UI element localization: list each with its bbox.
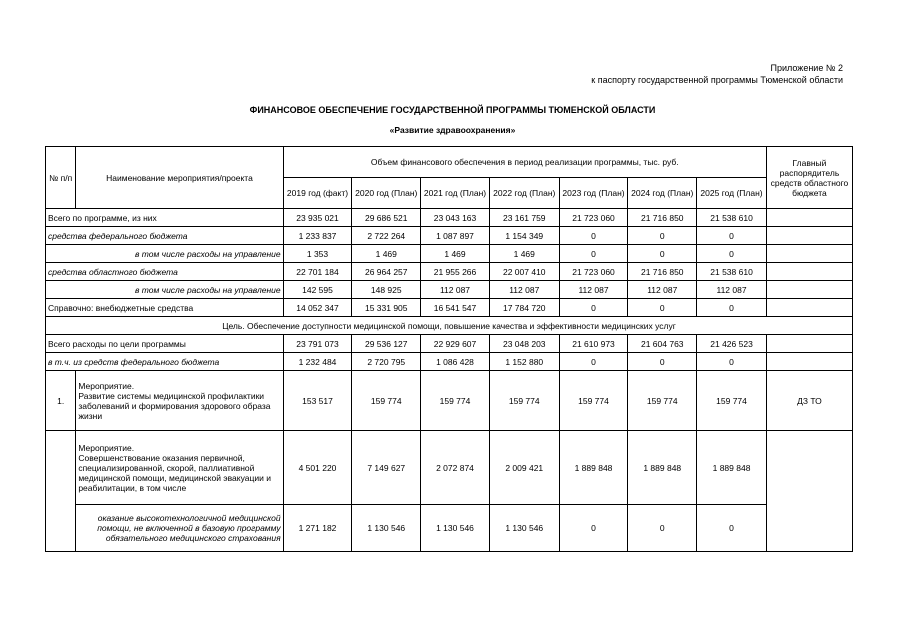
header-year: 2022 год (План) (489, 178, 559, 209)
row-value: 0 (559, 299, 628, 317)
table-row (46, 209, 853, 227)
row-label: Всего расходы по цели программы (46, 335, 284, 353)
activity-label: Мероприятие. Совершенствование оказания первичной, специализированной, скорой, паллиативной медицинской помощи, медицинской эвакуации и реабилитации, в том числе (76, 431, 283, 505)
row-value: 21 604 763 (628, 335, 697, 353)
finance-table (45, 146, 853, 552)
row-manager (766, 353, 852, 371)
row-value: 1 130 546 (421, 505, 490, 552)
row-value: 1 469 (352, 245, 421, 263)
row-value: 159 774 (628, 371, 697, 431)
row-label: в т.ч. из средств федерального бюджета (46, 353, 284, 371)
row-value: 142 595 (283, 281, 352, 299)
row-value: 29 686 521 (352, 209, 421, 227)
row-value: 112 087 (559, 281, 628, 299)
activity-num: 1. (46, 371, 76, 431)
row-value: 7 149 627 (352, 431, 421, 505)
table-row (46, 263, 853, 281)
row-value: 1 154 349 (489, 227, 559, 245)
row-value: 0 (697, 245, 767, 263)
row-value: 22 701 184 (283, 263, 352, 281)
row-value: 112 087 (628, 281, 697, 299)
row-value: 21 723 060 (559, 209, 628, 227)
row-label: средства областного бюджета (46, 263, 284, 281)
activity-manager (766, 431, 852, 505)
row-value: 1 086 428 (421, 353, 490, 371)
row-value: 29 536 127 (352, 335, 421, 353)
table-row (46, 227, 853, 245)
row-value: 112 087 (489, 281, 559, 299)
row-value: 2 009 421 (489, 431, 559, 505)
row-value: 0 (628, 299, 697, 317)
row-value: 17 784 720 (489, 299, 559, 317)
table-row (46, 353, 853, 371)
goal-text: Цель. Обеспечение доступности медицинской помощи, повышение качества и эффективности медицинских услуг (46, 317, 853, 335)
row-manager (766, 299, 852, 317)
document-subtitle: «Развитие здравоохранения» (389, 125, 516, 135)
sub-manager (766, 505, 852, 552)
row-label: средства федерального бюджета (46, 227, 284, 245)
row-value: 23 161 759 (489, 209, 559, 227)
row-value: 14 052 347 (283, 299, 352, 317)
row-value: 15 331 905 (352, 299, 421, 317)
row-value: 153 517 (283, 371, 352, 431)
row-value: 112 087 (421, 281, 490, 299)
row-manager (766, 281, 852, 299)
row-label: в том числе расходы на управление (46, 281, 284, 299)
row-value: 0 (628, 245, 697, 263)
appendix-line-2: к паспорту государственной программы Тюменской области (591, 75, 843, 85)
row-value: 0 (697, 299, 767, 317)
row-value: 23 935 021 (283, 209, 352, 227)
activity-manager: ДЗ ТО (766, 371, 852, 431)
table-row (46, 281, 853, 299)
row-label: Справочно: внебюджетные средства (46, 299, 284, 317)
row-value: 23 791 073 (283, 335, 352, 353)
header-num: № п/п (46, 147, 76, 209)
row-value: 22 929 607 (421, 335, 490, 353)
row-value: 1 232 484 (283, 353, 352, 371)
row-value: 21 955 266 (421, 263, 490, 281)
header-row-1 (46, 147, 853, 178)
header-name: Наименование мероприятия/проекта (76, 147, 283, 209)
row-value: 4 501 220 (283, 431, 352, 505)
row-value: 1 130 546 (352, 505, 421, 552)
row-value: 0 (697, 227, 767, 245)
row-value: 0 (697, 505, 767, 552)
header-year: 2019 год (факт) (283, 178, 352, 209)
header-year: 2021 год (План) (421, 178, 490, 209)
row-value: 1 353 (283, 245, 352, 263)
row-value: 0 (628, 353, 697, 371)
row-value: 1 469 (489, 245, 559, 263)
row-value: 1 889 848 (628, 431, 697, 505)
activity-row (46, 431, 853, 505)
row-value: 112 087 (697, 281, 767, 299)
row-value: 2 720 795 (352, 353, 421, 371)
row-value: 1 087 897 (421, 227, 490, 245)
row-manager (766, 335, 852, 353)
row-value: 21 538 610 (697, 263, 767, 281)
row-value: 1 271 182 (283, 505, 352, 552)
row-value: 0 (628, 227, 697, 245)
row-value: 1 469 (421, 245, 490, 263)
row-value: 1 889 848 (697, 431, 767, 505)
appendix-line-1: Приложение № 2 (770, 63, 843, 73)
row-value: 2 072 874 (421, 431, 490, 505)
row-value: 0 (628, 505, 697, 552)
row-value: 0 (697, 353, 767, 371)
table-row (46, 299, 853, 317)
header-manager: Главный распорядитель средств областного бюджета (766, 147, 852, 209)
header-year: 2024 год (План) (628, 178, 697, 209)
row-value: 0 (559, 227, 628, 245)
row-value: 159 774 (489, 371, 559, 431)
header-year: 2025 год (План) (697, 178, 767, 209)
header-year: 2020 год (План) (352, 178, 421, 209)
row-value: 0 (559, 505, 628, 552)
table-row (46, 335, 853, 353)
sub-num (46, 505, 76, 552)
row-manager (766, 227, 852, 245)
row-manager (766, 263, 852, 281)
row-value: 159 774 (352, 371, 421, 431)
row-value: 21 716 850 (628, 263, 697, 281)
row-value: 159 774 (421, 371, 490, 431)
row-value: 21 723 060 (559, 263, 628, 281)
goal-row (46, 317, 853, 335)
row-value: 159 774 (697, 371, 767, 431)
table-row (46, 245, 853, 263)
row-value: 1 152 880 (489, 353, 559, 371)
row-value: 21 426 523 (697, 335, 767, 353)
row-value: 16 541 547 (421, 299, 490, 317)
row-value: 22 007 410 (489, 263, 559, 281)
sub-activity-row (46, 505, 853, 552)
row-label: Всего по программе, из них (46, 209, 284, 227)
header-year: 2023 год (План) (559, 178, 628, 209)
row-value: 21 716 850 (628, 209, 697, 227)
row-value: 1 130 546 (489, 505, 559, 552)
row-value: 1 889 848 (559, 431, 628, 505)
row-value: 148 925 (352, 281, 421, 299)
document-title: ФИНАНСОВОЕ ОБЕСПЕЧЕНИЕ ГОСУДАРСТВЕННОЙ ПРОГРАММЫ ТЮМЕНСКОЙ ОБЛАСТИ (249, 105, 656, 115)
row-value: 0 (559, 353, 628, 371)
row-value: 26 964 257 (352, 263, 421, 281)
row-value: 23 048 203 (489, 335, 559, 353)
activity-label: Мероприятие. Развитие системы медицинской профилактики заболеваний и формирования здорового образа жизни (76, 371, 283, 431)
activity-row (46, 371, 853, 431)
header-volume: Объем финансового обеспечения в период реализации программы, тыс. руб. (283, 147, 766, 178)
appendix-note (591, 62, 843, 86)
row-value: 21 610 973 (559, 335, 628, 353)
row-value: 21 538 610 (697, 209, 767, 227)
row-manager (766, 209, 852, 227)
row-value: 23 043 163 (421, 209, 490, 227)
row-value: 0 (559, 245, 628, 263)
row-value: 1 233 837 (283, 227, 352, 245)
row-label: в том числе расходы на управление (46, 245, 284, 263)
row-manager (766, 245, 852, 263)
activity-num (46, 431, 76, 505)
row-value: 2 722 264 (352, 227, 421, 245)
sub-label: оказание высокотехнологичной медицинской помощи, не включенной в базовую программу обязательного медицинского страхования (76, 505, 283, 552)
row-value: 159 774 (559, 371, 628, 431)
